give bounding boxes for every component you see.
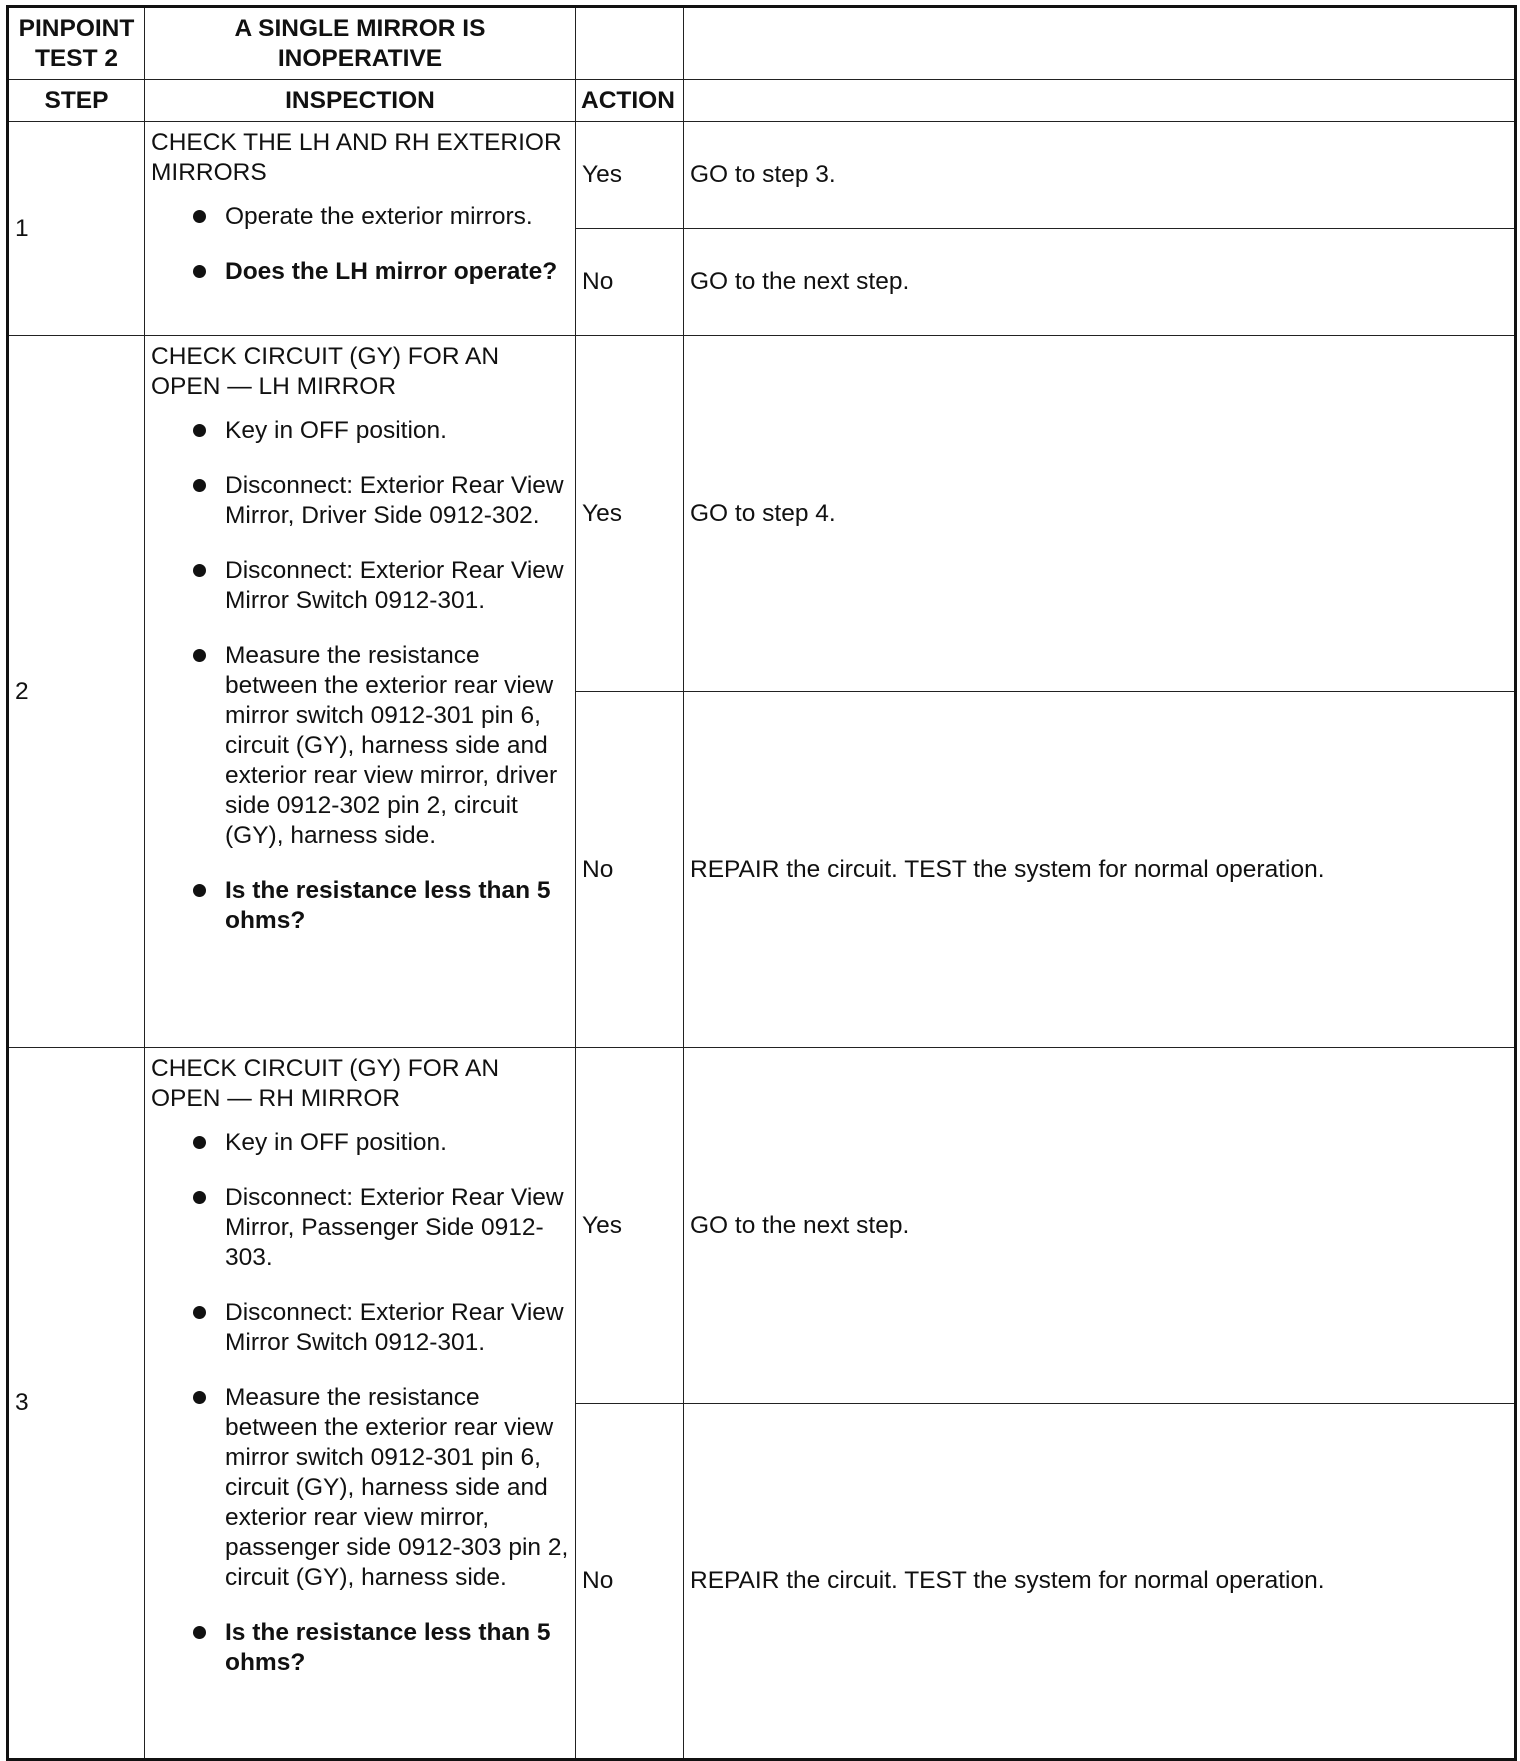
inspection-title: CHECK CIRCUIT (GY) FOR AN OPEN — LH MIRROR bbox=[151, 343, 500, 400]
inspection-title: CHECK THE LH AND RH EXTERIOR MIRRORS bbox=[151, 129, 562, 186]
bullet-icon bbox=[193, 210, 206, 223]
inspection-question-text: Does the LH mirror operate? bbox=[225, 258, 558, 285]
yes-action: GO to step 3. bbox=[684, 122, 1516, 229]
inspection-cell bbox=[145, 122, 576, 336]
inspection-bullet bbox=[151, 1383, 569, 1593]
title-spacer-cell bbox=[684, 7, 1516, 80]
bullet-icon bbox=[193, 564, 206, 577]
inspection-bullet bbox=[151, 202, 569, 232]
title-spacer-cell bbox=[576, 7, 684, 80]
no-label: No bbox=[576, 1404, 684, 1760]
inspection-bullet bbox=[151, 556, 569, 616]
inspection-question bbox=[151, 1618, 569, 1678]
step-1-yes-row bbox=[8, 122, 1516, 229]
inspection-cell bbox=[145, 336, 576, 1048]
inspection-bullet-text: Measure the resistance between the exterior rear view mirror switch 0912-301 pin 6, circuit (GY), harness side and exterior rear view mirror, passenger side 0912-303 pin 2, circuit (GY), harness side. bbox=[225, 1384, 569, 1591]
inspection-bullet-text: Disconnect: Exterior Rear View Mirror Switch 0912-301. bbox=[225, 557, 564, 614]
inspection-question bbox=[151, 876, 569, 936]
column-header-row bbox=[8, 80, 1516, 122]
bullet-icon bbox=[193, 265, 206, 278]
column-header-action: ACTION bbox=[576, 80, 684, 122]
inspection-bullet-text: Key in OFF position. bbox=[225, 1129, 447, 1156]
no-action: REPAIR the circuit. TEST the system for normal operation. bbox=[684, 1404, 1516, 1760]
inspection-bullet-text: Operate the exterior mirrors. bbox=[225, 203, 533, 230]
no-action: REPAIR the circuit. TEST the system for normal operation. bbox=[684, 692, 1516, 1048]
inspection-question bbox=[151, 257, 569, 287]
inspection-list bbox=[151, 1128, 569, 1678]
inspection-cell bbox=[145, 1048, 576, 1760]
inspection-list bbox=[151, 202, 569, 287]
yes-label: Yes bbox=[576, 122, 684, 229]
column-header-step: STEP bbox=[8, 80, 145, 122]
step-number: 1 bbox=[8, 122, 145, 336]
inspection-question-text: Is the resistance less than 5 ohms? bbox=[225, 877, 551, 934]
yes-label: Yes bbox=[576, 336, 684, 692]
inspection-bullet-text: Disconnect: Exterior Rear View Mirror Switch 0912-301. bbox=[225, 1299, 564, 1356]
bullet-icon bbox=[193, 1136, 206, 1149]
inspection-bullet bbox=[151, 1128, 569, 1158]
bullet-icon bbox=[193, 1391, 206, 1404]
inspection-bullet bbox=[151, 471, 569, 531]
inspection-title: CHECK CIRCUIT (GY) FOR AN OPEN — RH MIRROR bbox=[151, 1055, 500, 1112]
pinpoint-test-table bbox=[6, 5, 1517, 1761]
inspection-list bbox=[151, 416, 569, 936]
title-row bbox=[8, 7, 1516, 80]
inspection-question-text: Is the resistance less than 5 ohms? bbox=[225, 1619, 551, 1676]
column-header-inspection: INSPECTION bbox=[145, 80, 576, 122]
bullet-icon bbox=[193, 479, 206, 492]
bullet-icon bbox=[193, 424, 206, 437]
test-id: PINPOINT TEST 2 bbox=[8, 7, 145, 80]
inspection-bullet bbox=[151, 641, 569, 851]
no-label: No bbox=[576, 229, 684, 336]
step-2-yes-row bbox=[8, 336, 1516, 692]
test-title: A SINGLE MIRROR IS INOPERATIVE bbox=[145, 7, 576, 80]
column-header-spacer bbox=[684, 80, 1516, 122]
inspection-bullet bbox=[151, 1298, 569, 1358]
pinpoint-test-document bbox=[6, 5, 1514, 1754]
bullet-icon bbox=[193, 649, 206, 662]
bullet-icon bbox=[193, 1626, 206, 1639]
yes-action: GO to the next step. bbox=[684, 1048, 1516, 1404]
step-number: 3 bbox=[8, 1048, 145, 1760]
bullet-icon bbox=[193, 1306, 206, 1319]
step-number: 2 bbox=[8, 336, 145, 1048]
yes-label: Yes bbox=[576, 1048, 684, 1404]
inspection-bullet-text: Measure the resistance between the exterior rear view mirror switch 0912-301 pin 6, circuit (GY), harness side and exterior rear view mirror, driver side 0912-302 pin 2, circuit (GY), harness side. bbox=[225, 642, 558, 849]
bullet-icon bbox=[193, 1191, 206, 1204]
no-label: No bbox=[576, 692, 684, 1048]
step-3-yes-row bbox=[8, 1048, 1516, 1404]
inspection-bullet-text: Disconnect: Exterior Rear View Mirror, Passenger Side 0912-303. bbox=[225, 1184, 564, 1271]
no-action: GO to the next step. bbox=[684, 229, 1516, 336]
inspection-bullet bbox=[151, 1183, 569, 1273]
inspection-bullet-text: Key in OFF position. bbox=[225, 417, 447, 444]
inspection-bullet-text: Disconnect: Exterior Rear View Mirror, Driver Side 0912-302. bbox=[225, 472, 564, 529]
bullet-icon bbox=[193, 884, 206, 897]
yes-action: GO to step 4. bbox=[684, 336, 1516, 692]
inspection-bullet bbox=[151, 416, 569, 446]
